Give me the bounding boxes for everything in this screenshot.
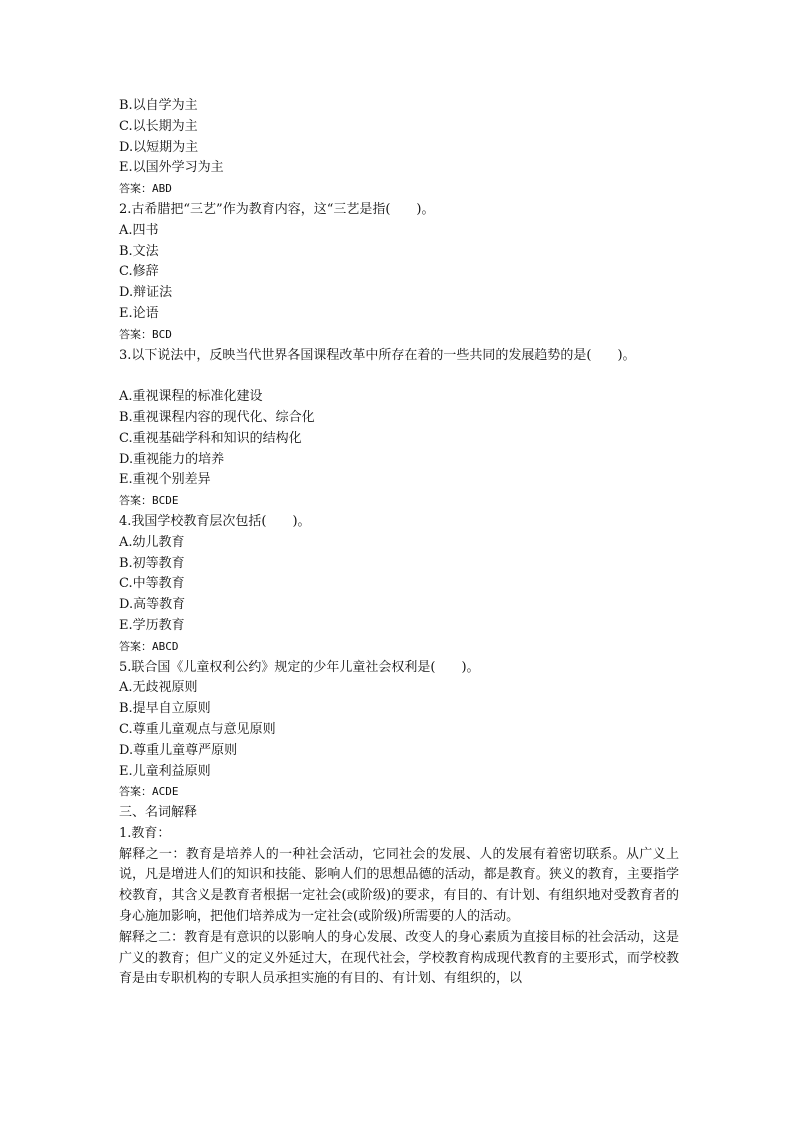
answer: 答案：ABCD bbox=[119, 639, 179, 653]
term-title: 1.教育： bbox=[119, 825, 171, 841]
option-a: A.重视课程的标准化建设 bbox=[119, 389, 263, 405]
option-c: C.中等教育 bbox=[119, 576, 185, 592]
option-e: E.学历教育 bbox=[119, 617, 185, 633]
answer: 答案：BCDE bbox=[119, 494, 179, 508]
option-d: D.重视能力的培养 bbox=[119, 451, 225, 467]
option-a: A.四书 bbox=[119, 222, 159, 238]
question-5: 5.联合国《儿童权利公约》规定的少年儿童社会权利是( )。 bbox=[119, 659, 480, 675]
option-b: B.重视课程内容的现代化、综合化 bbox=[119, 409, 315, 425]
question-4: 4.我国学校教育层次包括( )。 bbox=[119, 513, 311, 529]
question-2: 2.古希腊把“三艺”作为教育内容，这“三艺是指( )。 bbox=[119, 201, 435, 217]
explanation-paragraph: 解释之一：教育是培养人的一种社会活动，它同社会的发展、人的发展有着密切联系。从广义上说，凡是增进人们的知识和技能、影响人们的思想品德的活动，都是教育。狭义的教育，主要指学校教育，其含义是教育者根据一定社会(或阶级)的要求，有目的、有计划、有组织地对受教育者的身心施加影响，把他们培养成为一定社会(或阶级)所需要的人的活动。 bbox=[119, 846, 679, 925]
answer: 答案：ACDE bbox=[119, 785, 179, 799]
option-d: D.高等教育 bbox=[119, 597, 186, 613]
section-heading: 三、名词解释 bbox=[119, 805, 198, 821]
option-c: C.尊重儿童观点与意见原则 bbox=[119, 721, 276, 737]
option-e: E.以国外学习为主 bbox=[119, 160, 224, 176]
answer: 答案：BCD bbox=[119, 327, 172, 341]
option-e: E.儿童利益原则 bbox=[119, 763, 211, 779]
option-b: B.提早自立原则 bbox=[119, 701, 211, 717]
option-e: E.论语 bbox=[119, 305, 159, 321]
spacer bbox=[119, 366, 679, 387]
option-c: C.重视基础学科和知识的结构化 bbox=[119, 430, 302, 446]
option-d: D.以短期为主 bbox=[119, 139, 199, 155]
option-a: A.无歧视原则 bbox=[119, 680, 198, 696]
document-page bbox=[119, 96, 679, 990]
answer: 答案：ABD bbox=[119, 182, 172, 196]
option-d: D.尊重儿童尊严原则 bbox=[119, 742, 238, 758]
option-b: B.文法 bbox=[119, 243, 159, 259]
option-c: C.修辞 bbox=[119, 264, 159, 280]
option-a: A.幼儿教育 bbox=[119, 534, 185, 550]
option-d: D.辩证法 bbox=[119, 285, 173, 301]
explanation-paragraph: 解释之二：教育是有意识的以影响人的身心发展、改变人的身心素质为直接目标的社会活动，这是广义的教育；但广义的定义外延过大，在现代社会，学校教育构成现代教育的主要形式，而学校教育是由专职机构的专职人员承担实施的有目的、有计划、有组织的，以 bbox=[119, 929, 679, 987]
option-b: B.以自学为主 bbox=[119, 98, 198, 113]
option-e: E.重视个别差异 bbox=[119, 472, 211, 488]
option-b: B.初等教育 bbox=[119, 555, 185, 571]
option-c: C.以长期为主 bbox=[119, 118, 198, 134]
question-3: 3.以下说法中，反映当代世界各国课程改革中所存在着的一些共同的发展趋势的是( )。 bbox=[119, 347, 636, 363]
